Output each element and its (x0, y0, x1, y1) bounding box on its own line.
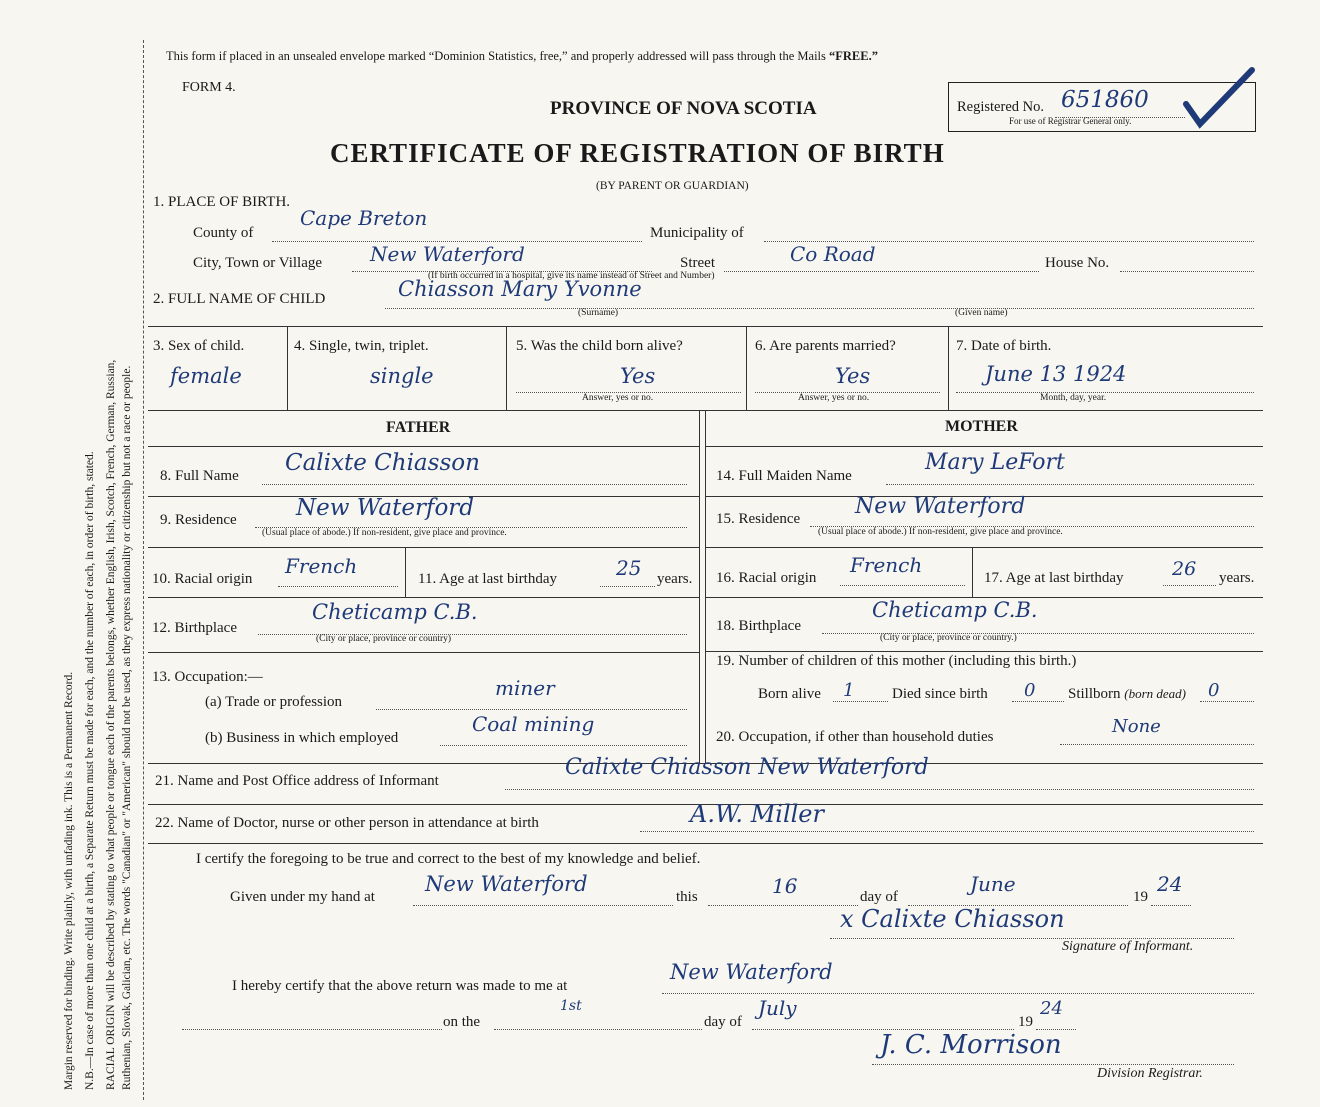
stillborn-value: 0 (1208, 680, 1220, 701)
born-alive-value: Yes (620, 364, 656, 388)
registrar-statement: I hereby certify that the above return was made to me at (232, 978, 568, 994)
surname-note: (Surname) (578, 308, 619, 318)
children-count-label: 19. Number of children of this mother (including this birth.) (716, 653, 1077, 669)
registrar-year-prefix: 19 (1018, 1014, 1033, 1030)
mother-age-value: 26 (1172, 558, 1197, 580)
sex-value: female (170, 364, 242, 388)
county-value: Cape Breton (300, 206, 428, 230)
father-residence-value: New Waterford (296, 495, 475, 521)
given-year-prefix: 19 (1133, 889, 1148, 905)
mother-residence-label: 15. Residence (716, 511, 801, 527)
province-title: PROVINCE OF NOVA SCOTIA (550, 98, 817, 119)
registrar-day-value: 1st (560, 998, 582, 1014)
child-name-value: Chiasson Mary Yvonne (398, 277, 642, 301)
county-label: County of (193, 225, 254, 241)
street-label: Street (680, 255, 715, 271)
given-year-value: 24 (1157, 872, 1183, 896)
died-since-birth-label: Died since birth (892, 686, 988, 702)
mother-occupation-label: 20. Occupation, if other than household duties (716, 729, 994, 745)
mother-racial-origin-value: French (850, 553, 923, 577)
place-of-birth-heading: 1. PLACE OF BIRTH. (153, 194, 291, 210)
given-place-value: New Waterford (425, 872, 588, 896)
stillborn-label: Stillborn (born dead) (1068, 686, 1187, 702)
mail-notice-free: “FREE.” (829, 49, 878, 63)
father-residence-label: 9. Residence (160, 512, 237, 528)
check-mark-icon (1180, 64, 1260, 134)
margin-note-racial-origin: RACIAL ORIGIN will be described by stating to what people or tongue each of the parents belongs, whether English, Irish, Scotch, French, German, Russian, (105, 359, 117, 1090)
this-label: this (676, 889, 698, 905)
registrar-on-the-label: on the (443, 1014, 481, 1030)
registered-label: Registered No. (957, 99, 1044, 115)
father-trade-label: (a) Trade or profession (205, 694, 343, 710)
stillborn-note: (born dead) (1124, 686, 1187, 701)
city-value: New Waterford (370, 242, 525, 266)
father-heading: FATHER (386, 419, 451, 436)
father-business-value: Coal mining (472, 712, 595, 736)
born-alive-note: Answer, yes or no. (582, 393, 654, 403)
informant-signature: x Calixte Chiasson (840, 905, 1065, 933)
mother-age-unit: years. (1219, 570, 1255, 586)
given-name-note: (Given name) (955, 308, 1008, 318)
signature-of-informant-label: Signature of Informant. (1062, 939, 1194, 954)
certification-statement: I certify the foregoing to be true and correct to the best of my knowledge and belief. (196, 851, 701, 867)
plurality-label: 4. Single, twin, triplet. (294, 338, 429, 354)
margin-note-multiple-births: N.B.—In case of more than one child at a birth, a Separate Return must be made for each, and the number of each, in order of birth, stated. (84, 451, 96, 1090)
form-number: FORM 4. (182, 80, 236, 95)
document-title: CERTIFICATE OF REGISTRATION OF BIRTH (330, 138, 945, 168)
plurality-value: single (370, 364, 434, 388)
father-trade-value: miner (495, 676, 555, 700)
mother-residence-value: New Waterford (855, 494, 1026, 519)
born-alive-count-label: Born alive (758, 686, 821, 702)
father-birthplace-value: Cheticamp C.B. (312, 600, 478, 624)
father-racial-origin-label: 10. Racial origin (152, 571, 253, 587)
father-occupation-label: 13. Occupation:— (152, 669, 263, 685)
parents-married-note: Answer, yes or no. (798, 393, 870, 403)
document-subtitle: (BY PARENT OR GUARDIAN) (596, 180, 749, 192)
mother-birthplace-label: 18. Birthplace (716, 618, 801, 634)
division-registrar-label: Division Registrar. (1097, 1066, 1203, 1081)
municipality-label: Municipality of (650, 225, 744, 241)
father-birthplace-label: 12. Birthplace (152, 620, 237, 636)
margin-note-racial-origin-2: Ruthenian, Slovak, Galician, etc. The words "Canadian" or "American" should not be used, as they express nationality or citizenship but not a race or people. (121, 365, 133, 1090)
mother-heading: MOTHER (945, 418, 1018, 435)
binding-margin-line (143, 40, 144, 1100)
registered-number: 651860 (1061, 87, 1149, 113)
registrar-signature: J. C. Morrison (880, 1030, 1062, 1060)
registrar-year-value: 24 (1040, 998, 1063, 1019)
father-business-label: (b) Business in which employed (205, 730, 399, 746)
father-age-value: 25 (616, 556, 642, 580)
hospital-note: (If birth occurred in a hospital, give its name instead of Street and Number) (428, 271, 715, 281)
father-racial-origin-value: French (285, 554, 358, 578)
given-day-of-label: day of (860, 889, 898, 905)
informant-label: 21. Name and Post Office address of Informant (155, 773, 439, 789)
father-name-label: 8. Full Name (160, 468, 239, 484)
born-alive-count-value: 1 (843, 680, 855, 701)
parents-married-value: Yes (835, 364, 871, 388)
mother-racial-origin-label: 16. Racial origin (716, 570, 817, 586)
attendant-label: 22. Name of Doctor, nurse or other person in attendance at birth (155, 815, 539, 831)
mother-name-label: 14. Full Maiden Name (716, 468, 852, 484)
registered-note: For use of Registrar General only. (1009, 116, 1132, 126)
date-of-birth-value: June 13 1924 (985, 362, 1127, 386)
father-birthplace-note: (City or place, province or country) (316, 634, 452, 644)
city-label: City, Town or Village (193, 255, 323, 271)
sex-label: 3. Sex of child. (153, 338, 245, 354)
mail-notice: This form if placed in an unsealed envelope marked “Dominion Statistics, free,” and properly addressed will pass through the Mails “FREE.” (166, 49, 878, 63)
given-day-value: 16 (772, 874, 798, 898)
margin-note-binding: Margin reserved for binding. Write plainly, with unfading ink. This is a Permanent Record. (63, 671, 75, 1090)
date-of-birth-note: Month, day, year. (1040, 393, 1107, 403)
registrar-month-value: July (758, 996, 797, 1020)
father-age-label: 11. Age at last birthday (418, 571, 557, 587)
mother-age-label: 17. Age at last birthday (984, 570, 1124, 586)
registrar-day-of-label: day of (704, 1014, 742, 1030)
registrar-place-value: New Waterford (670, 960, 833, 984)
mother-birthplace-note: (City or place, province or country.) (880, 633, 1017, 643)
attendant-value: A.W. Miller (690, 800, 824, 828)
died-since-birth-value: 0 (1024, 680, 1036, 701)
born-alive-label: 5. Was the child born alive? (516, 338, 683, 354)
parents-married-label: 6. Are parents married? (755, 338, 896, 354)
informant-value: Calixte Chiasson New Waterford (565, 755, 929, 780)
mother-occupation-value: None (1112, 716, 1161, 737)
given-month-value: June (970, 872, 1016, 896)
house-number-label: House No. (1045, 255, 1110, 271)
mother-residence-note: (Usual place of abode.) If non-resident, give place and province. (818, 527, 1063, 537)
street-value: Co Road (790, 242, 876, 266)
date-of-birth-label: 7. Date of birth. (956, 338, 1052, 354)
given-under-hand-label: Given under my hand at (230, 889, 375, 905)
father-residence-note: (Usual place of abode.) If non-resident, give place and province. (262, 528, 507, 538)
mother-birthplace-value: Cheticamp C.B. (872, 598, 1038, 622)
father-name-value: Calixte Chiasson (285, 450, 480, 476)
mother-name-value: Mary LeFort (925, 450, 1065, 475)
father-age-unit: years. (657, 571, 693, 587)
child-name-label: 2. FULL NAME OF CHILD (153, 291, 326, 307)
